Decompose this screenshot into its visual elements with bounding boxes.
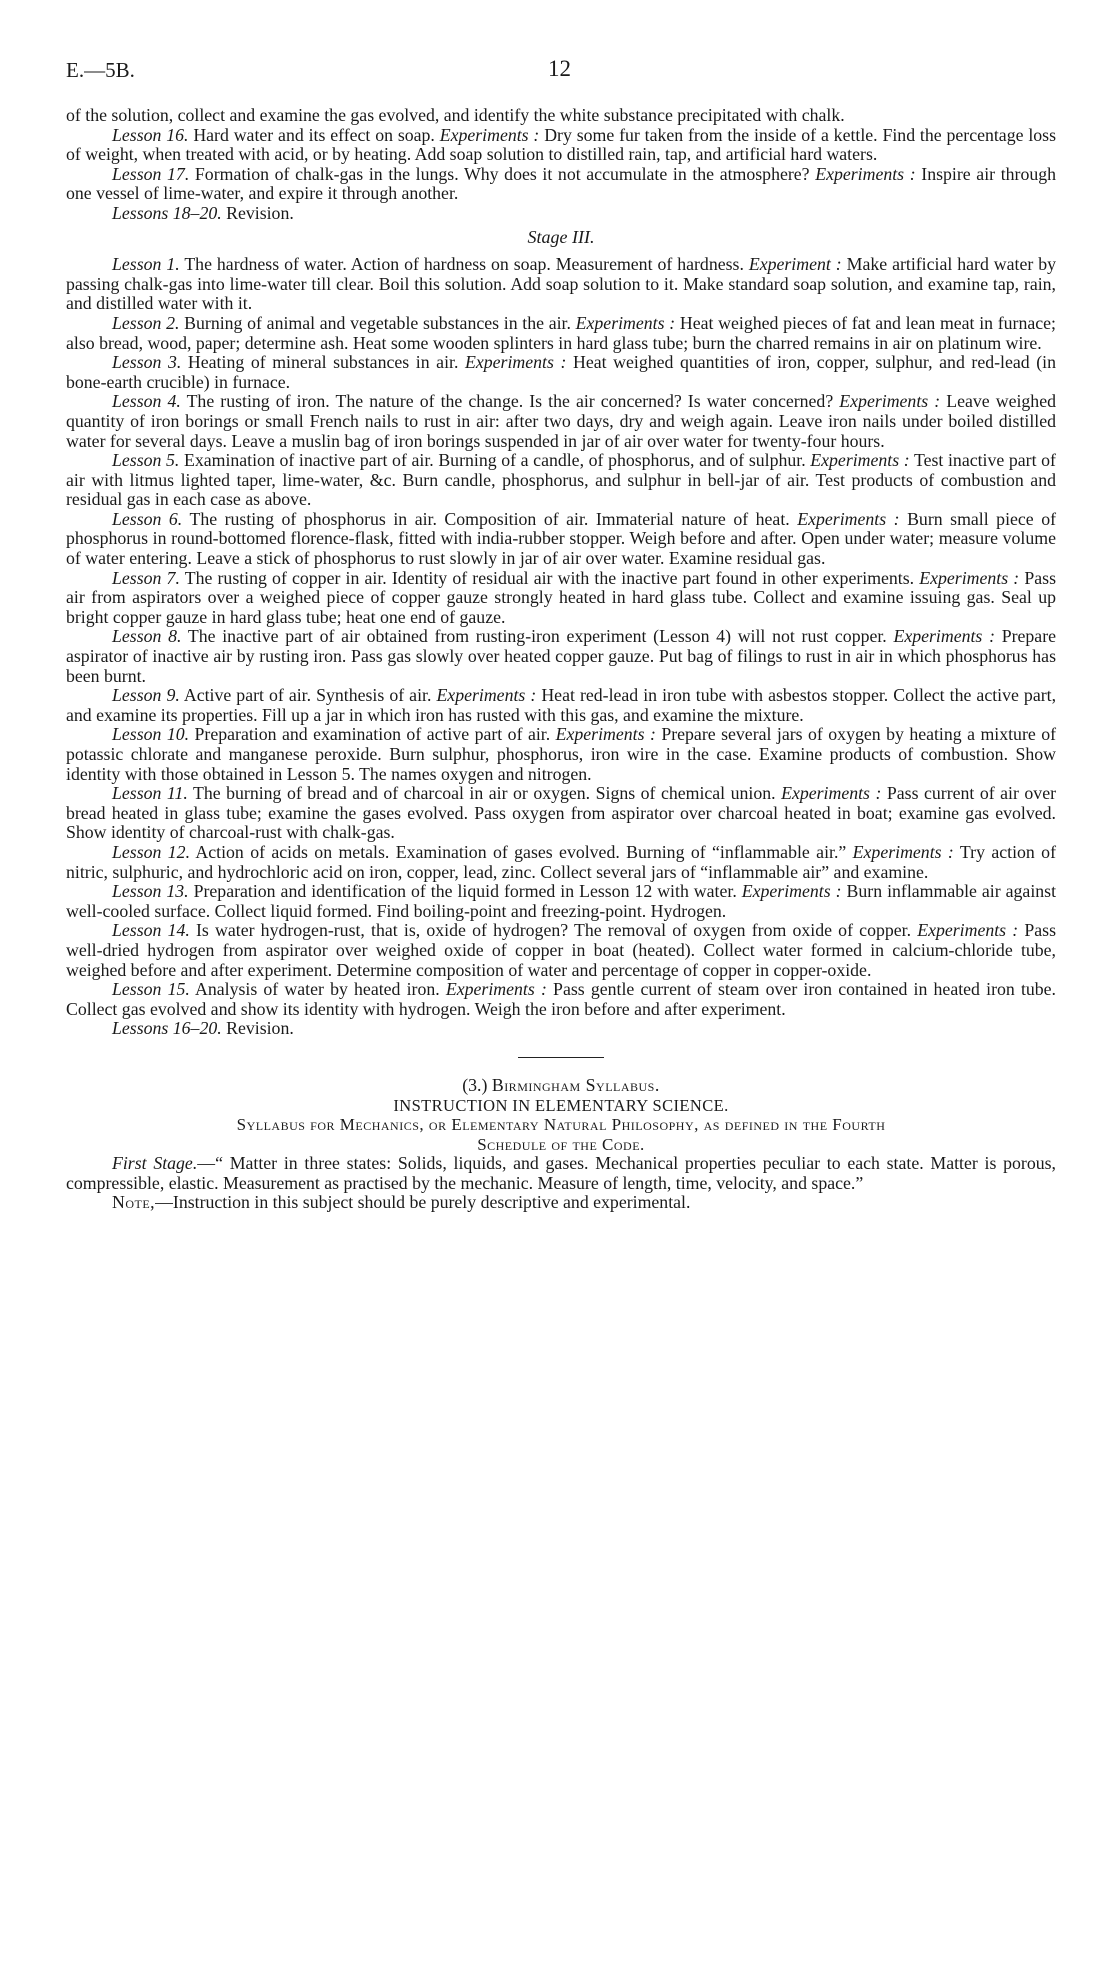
- experiments-text: Heat red-lead in iron tube with asbestos stopper. Collect the active part, and examine its properties. Fill up a jar in which iron has rusted with this gas, and examine the mixture.: [66, 685, 1057, 725]
- document-reference: E.—5B.: [66, 58, 135, 82]
- lesson-paragraph: [66, 392, 1056, 451]
- page-body: [66, 106, 1056, 1213]
- syllabus-name: Birmingham Syllabus.: [491, 1074, 660, 1095]
- experiments-label: Experiments :: [815, 163, 916, 184]
- page-number: 12: [548, 56, 571, 81]
- lesson-paragraph: [66, 980, 1056, 1019]
- lesson-paragraph: [66, 204, 1056, 224]
- experiments-label: Experiments :: [575, 312, 676, 333]
- lesson-text: Revision.: [221, 202, 294, 223]
- lesson-number: Lesson 9.: [112, 685, 180, 706]
- experiments-text: Pass current of air over bread heated in glass tube; examine the gases evolved. Pass oxygen from aspirator over charcoal heated in boat; examine gas evolved. Show identity of charcoal-rust with chalk-gas.: [66, 783, 1057, 843]
- experiments-label: Experiments :: [445, 979, 547, 1000]
- lesson-paragraph: [66, 106, 1056, 126]
- lesson-paragraph: [66, 843, 1056, 882]
- experiments-label: Experiments :: [919, 567, 1020, 588]
- lesson-number: Lesson 3.: [112, 352, 182, 373]
- lesson-text: The rusting of iron. The nature of the change. Is the air concerned? Is water concerned?: [180, 391, 840, 412]
- lesson-paragraph: [66, 451, 1056, 510]
- syllabus-number: (3.): [462, 1074, 488, 1095]
- lesson-text: Is water hydrogen-rust, that is, oxide of hydrogen? The removal of oxygen from oxide of copper.: [189, 920, 918, 941]
- lesson-text: Heating of mineral substances in air.: [181, 352, 465, 373]
- lesson-text: Revision.: [221, 1018, 294, 1039]
- lesson-paragraph: [66, 314, 1056, 353]
- experiments-text: Heat weighed pieces of fat and lean meat in furnace; also bread, wood, paper; determine ash. Heat some wooden splinters in hard glass tube; burn the charred remains in air on platinum wire.: [66, 312, 1056, 353]
- lesson-paragraph: [66, 569, 1056, 628]
- syllabus-heading-line1: Syllabus for Mechanics, or Elementary Natural Philosophy, as defined in the Fourth: [236, 1115, 886, 1135]
- experiments-label: Experiments :: [741, 881, 842, 902]
- lesson-text: Preparation and examination of active part of air.: [189, 724, 556, 745]
- lesson-text: The burning of bread and of charcoal in air or oxygen. Signs of chemical union.: [187, 783, 782, 804]
- experiments-label: Experiments :: [436, 685, 537, 706]
- lesson-text: Hard water and its effect on soap.: [188, 124, 440, 145]
- experiments-label: Experiments :: [555, 724, 656, 745]
- page-header: [66, 58, 1048, 88]
- lesson-number: Lesson 10.: [112, 724, 190, 745]
- lesson-text: Active part of air. Synthesis of air.: [179, 685, 437, 706]
- experiments-text: Burn inflammable air against well-cooled surface. Collect liquid formed. Find boiling-point and freezing-point. Hydrogen.: [66, 881, 1057, 921]
- experiments-label: Experiments :: [465, 352, 567, 373]
- lesson-text: Burning of animal and vegetable substances in the air.: [179, 312, 576, 333]
- lesson-paragraph: [66, 255, 1056, 314]
- lesson-paragraph: [66, 784, 1056, 843]
- section-divider: [518, 1057, 604, 1058]
- lesson-text: Analysis of water by heated iron.: [189, 979, 446, 1000]
- syllabus-heading-line2: Schedule of the Code.: [477, 1134, 645, 1154]
- lesson-paragraph: [66, 353, 1056, 392]
- syllabus-title: [66, 1076, 1056, 1096]
- lesson-number: Lesson 14.: [112, 920, 190, 941]
- lesson-text: The hardness of water. Action of hardness on soap. Measurement of hardness.: [179, 254, 749, 275]
- experiments-text: Test inactive part of air with litmus lighted taper, lime-water, &c. Burn candle, phosphorus, and sulphur in bell-jar of air. Test products of combustion and residual gas in each case as above.: [66, 450, 1056, 510]
- experiments-label: Experiment :: [748, 254, 842, 275]
- lesson-text: The rusting of copper in air. Identity of residual air with the inactive part found in other experiments.: [179, 567, 920, 588]
- experiments-label: Experiments :: [893, 626, 995, 647]
- lesson-paragraph: [66, 921, 1056, 980]
- lesson-number: Lesson 12.: [112, 841, 191, 862]
- lesson-text: Formation of chalk-gas in the lungs. Why does it not accumulate in the atmosphere?: [189, 163, 816, 184]
- experiments-label: Experiments :: [839, 391, 941, 412]
- lesson-number: Lesson 15.: [112, 979, 190, 1000]
- lesson-text: Examination of inactive part of air. Burning of a candle, of phosphorus, and of sulphur.: [179, 450, 811, 471]
- first-stage-lead: First Stage.: [112, 1153, 198, 1174]
- lesson-number: Lesson 1.: [112, 254, 180, 275]
- experiments-text: Heat weighed quantities of iron, copper, sulphur, and red-lead (in bone-earth crucible) in furnace.: [66, 352, 1057, 392]
- experiments-text: Dry some fur taken from the inside of a kettle. Find the percentage loss of weight, when treated with acid, or by heating. Add soap solution to distilled rain, tap, and artificial hard waters.: [66, 124, 1057, 165]
- experiments-text: Pass air from aspirators over a weighed piece of copper gauze strongly heated in hard glass tube. Collect and examine issuing gas. Seal up bright copper gauze in hard glass tube; heat one end of gauze.: [66, 567, 1056, 627]
- lesson-number: Lesson 7.: [112, 567, 180, 588]
- experiments-label: Experiments :: [917, 920, 1019, 941]
- lesson-paragraph: [66, 882, 1056, 921]
- lesson-number: Lesson 4.: [112, 391, 181, 412]
- experiments-text: Burn small piece of phosphorus in round-bottomed florence-flask, fitted with india-rubber stopper. Weigh before and after. Open under water; measure volume of water entering. Leave a stick of phosphorus to rust slowly in jar of air over water. Examine residual gas.: [66, 508, 1057, 569]
- lesson-text: The rusting of phosphorus in air. Composition of air. Immaterial nature of heat.: [182, 508, 798, 529]
- lesson-paragraph: [66, 165, 1056, 204]
- lesson-number: Lessons 16–20.: [112, 1018, 222, 1039]
- experiments-label: Experiments :: [439, 124, 540, 145]
- lessons-continued: [66, 106, 1056, 224]
- lesson-text: The inactive part of air obtained from rusting-iron experiment (Lesson 4) will not rust copper.: [181, 626, 894, 647]
- lesson-paragraph: [66, 627, 1056, 686]
- experiments-label: Experiments :: [781, 783, 882, 804]
- lesson-number: Lessons 18–20.: [112, 202, 222, 223]
- lesson-number: Lesson 16.: [112, 124, 189, 145]
- lesson-text: of the solution, collect and examine the gas evolved, and identify the white substance precipitated with chalk.: [66, 105, 845, 125]
- first-stage-paragraph: [66, 1154, 1056, 1193]
- lesson-text: Preparation and identification of the liquid formed in Lesson 12 with water.: [188, 881, 742, 902]
- first-stage-text: —“ Matter in three states: Solids, liquids, and gases. Mechanical properties peculiar to each state. Matter is porous, compressible, elastic. Measurement as practised by the mechanic. Measure of length, time, velocity, and space.”: [66, 1153, 1056, 1193]
- lesson-number: Lesson 2.: [112, 312, 180, 333]
- experiments-label: Experiments :: [810, 450, 910, 471]
- experiments-label: Experiments :: [852, 841, 954, 862]
- experiments-text: Try action of nitric, sulphuric, and hydrochloric acid on iron, copper, lead, zinc. Collect several jars of “inflammable air” and examine.: [66, 841, 1056, 882]
- experiments-text: Make artificial hard water by passing chalk-gas into lime-water till clear. Boil this solution. Add soap solution to it. Make standard soap solution, and examine tap, rain, and distilled water with it.: [66, 254, 1057, 314]
- lesson-number: Lesson 17.: [112, 163, 190, 184]
- stage-three-lessons: [66, 255, 1056, 1039]
- note-paragraph: [66, 1193, 1056, 1213]
- experiments-text: Prepare several jars of oxygen by heating a mixture of potassic chlorate and manganese peroxide. Burn sulphur, phosphorus, iron wire in the case. Examine products of combustion. Show identity with those obtained in Lesson 5. The names oxygen and nitrogen.: [66, 724, 1057, 784]
- lesson-number: Lesson 11.: [112, 783, 188, 804]
- lesson-number: Lesson 6.: [112, 508, 183, 529]
- experiments-text: Inspire air through one vessel of lime-water, and expire it through another.: [66, 163, 1057, 204]
- lesson-paragraph: [66, 510, 1056, 569]
- lesson-paragraph: [66, 1019, 1056, 1039]
- stage-heading: Stage III.: [527, 226, 595, 247]
- lesson-number: Lesson 13.: [112, 881, 189, 902]
- syllabus-subtitle: INSTRUCTION IN ELEMENTARY SCIENCE.: [393, 1095, 729, 1115]
- lesson-paragraph: [66, 686, 1056, 725]
- experiments-text: Pass well-dried hydrogen from aspirator over weighed oxide of copper in boat (heated). Collect water formed in calcium-chloride tube, weighed before and after experiment. Determine composition of water and percentage of copper in copper-oxide.: [66, 920, 1056, 980]
- lesson-paragraph: [66, 126, 1056, 165]
- note-text: —Instruction in this subject should be purely descriptive and experimental.: [155, 1192, 691, 1213]
- lesson-paragraph: [66, 725, 1056, 784]
- lesson-number: Lesson 5.: [112, 450, 180, 471]
- experiments-label: Experiments :: [797, 508, 900, 529]
- experiments-text: Pass gentle current of steam over iron contained in heated iron tube. Collect gas evolved and show its identity with hydrogen. Weigh the iron before and after experiment.: [66, 979, 1057, 1019]
- lesson-number: Lesson 8.: [112, 626, 182, 647]
- lesson-text: Action of acids on metals. Examination of gases evolved. Burning of “inflammable air.”: [190, 841, 853, 862]
- experiments-text: Prepare aspirator of inactive air by rusting iron. Pass gas slowly over heated copper gauze. Put bag of filings to rust in air in which phosphorus has been burnt.: [66, 626, 1057, 686]
- note-lead: Note,: [112, 1192, 156, 1213]
- experiments-text: Leave weighed quantity of iron borings or small French nails to rust in air: after two days, dry and weigh again. Leave iron nails under boiled distilled water for several days. Leave a muslin bag of iron borings suspended in jar of air over water for twenty-four hours.: [66, 391, 1056, 451]
